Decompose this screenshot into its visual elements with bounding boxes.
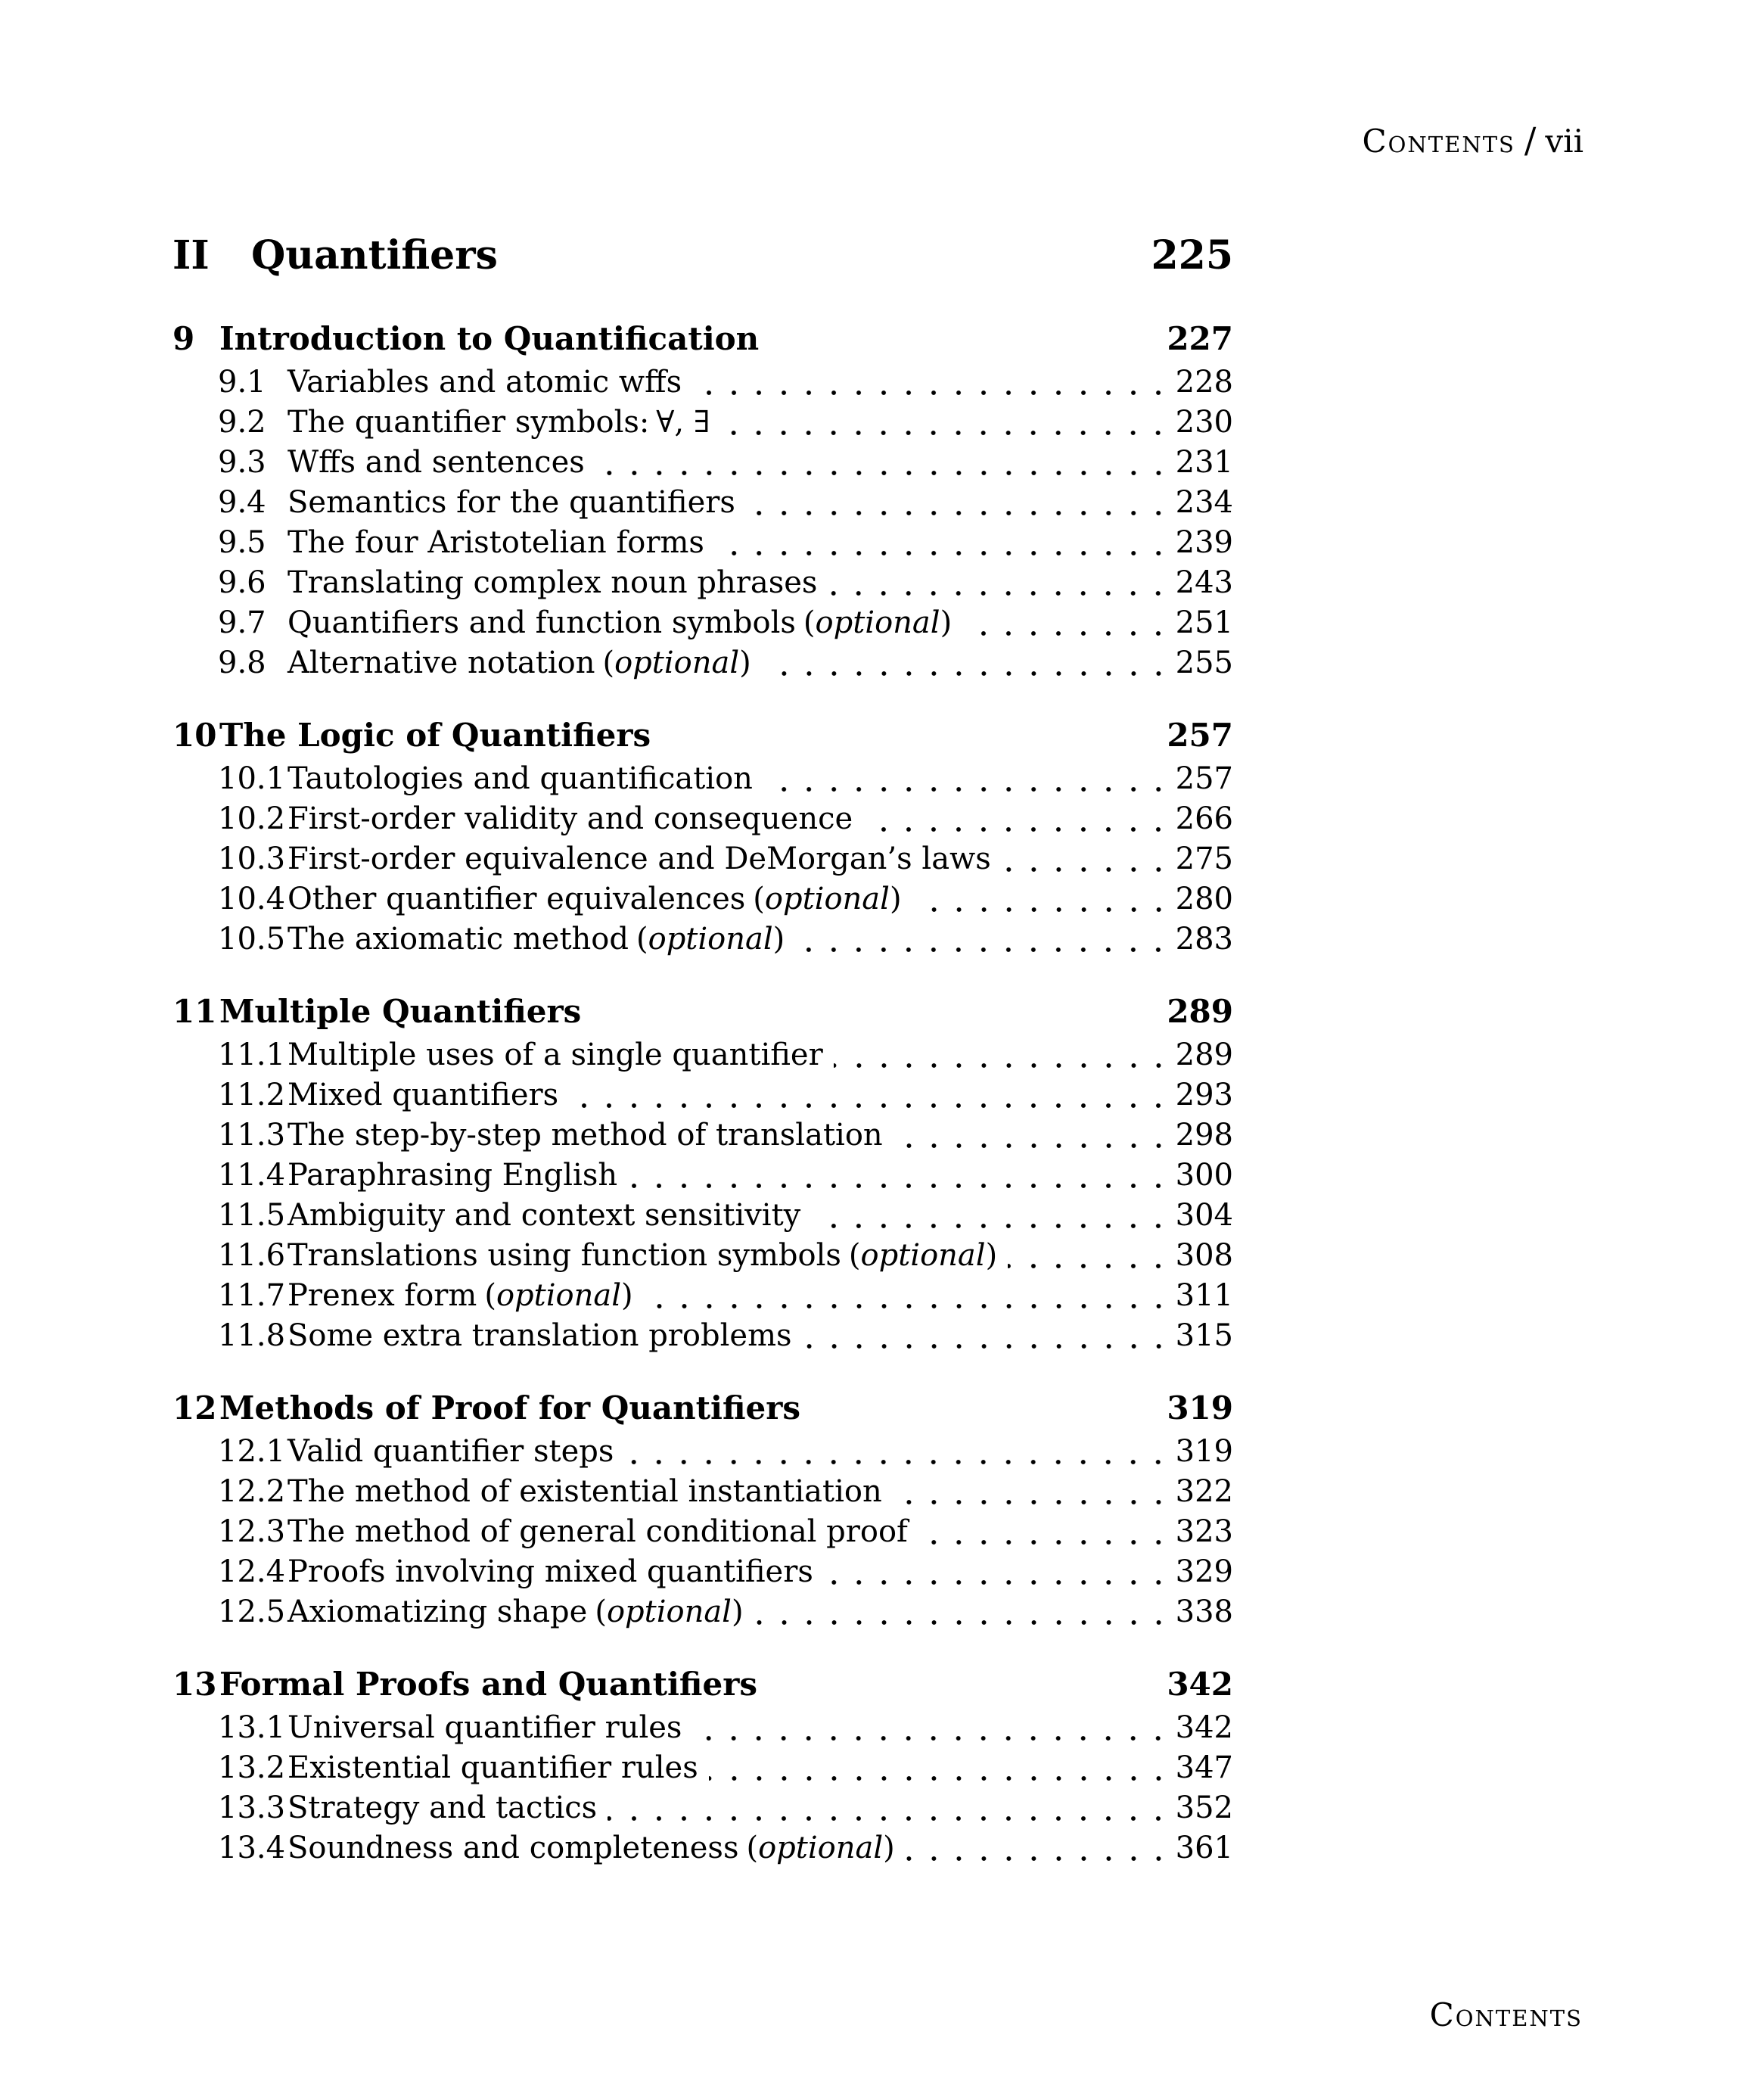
toc-section-row [172,1236,1233,1276]
optional-word: optional [606,1594,732,1629]
dot-leader [824,1579,1171,1586]
optional-tag [602,646,751,680]
section-page-number: 293 [1175,1078,1233,1112]
section-title [287,1156,617,1196]
dot-leader [608,1815,1170,1822]
section-number: 10.4 [218,882,286,916]
open-paren: ( [848,1238,861,1273]
section-title [287,603,952,643]
section-number: 10.3 [218,842,286,876]
section-number: 13.1 [218,1710,286,1745]
chapter-heading-row [172,990,1233,1033]
chapter-title: The Logic of Quantifiers [219,717,651,754]
toc-section-row [172,1316,1233,1356]
dot-leader [628,1182,1171,1190]
section-number: 9.1 [218,365,266,400]
dot-leader [569,1102,1170,1109]
part-number: II [172,232,210,278]
section-title [287,563,817,603]
section-number: 9.3 [218,445,266,480]
section-title-text: Universal quantifier rules [287,1710,682,1745]
toc-section-row [172,919,1233,960]
section-title [287,1472,882,1512]
section-title [287,1512,908,1552]
section-title-text: Other quantifier equivalences [287,882,746,916]
section-title-text: Multiple uses of a single quantifier [287,1038,823,1072]
dot-leader [692,389,1171,397]
close-paren: ) [940,605,953,640]
section-page-number: 329 [1175,1554,1233,1589]
close-paren: ) [985,1238,998,1273]
header-separator-slash: / [1524,120,1537,160]
section-page-number: 251 [1175,605,1233,640]
section-title-text: Prenex form [287,1278,477,1313]
section-number: 12.5 [218,1594,286,1629]
optional-tag [753,882,901,916]
dot-leader [918,1538,1171,1546]
toc-section-row [172,1432,1233,1472]
section-title [287,1276,633,1316]
footer-contents-label: Contents [1429,1996,1583,2033]
section-number: 9.2 [218,405,266,440]
optional-tag [803,605,952,640]
section-title-text: First-order equivalence and DeMorgan’s laws [287,842,991,876]
chapter-block [172,990,1233,1356]
toc-section-row [172,563,1233,603]
section-page-number: 347 [1175,1750,1233,1785]
section-number: 9.7 [218,605,266,640]
toc-section-row [172,1156,1233,1196]
section-title [287,879,902,919]
section-page-number: 352 [1175,1790,1233,1825]
dot-leader [828,590,1170,597]
chapter-title: Introduction to Quantification [219,320,760,357]
open-paren: ( [746,1831,759,1865]
toc-section-row [172,1115,1233,1156]
section-page-number: 300 [1175,1158,1233,1193]
section-number: 12.4 [218,1554,286,1589]
section-number: 12.2 [218,1474,286,1509]
section-number: 11.2 [218,1078,286,1112]
dot-leader [746,509,1171,517]
dot-leader [893,1498,1171,1506]
optional-tag [636,922,785,957]
toc-section-row [172,1035,1233,1075]
chapter-page-number: 342 [1167,1666,1233,1703]
section-page-number: 361 [1175,1831,1233,1865]
section-page-number: 234 [1175,485,1233,520]
toc-section-row [172,483,1233,523]
section-page-number: 319 [1175,1434,1233,1469]
section-number: 12.1 [218,1434,286,1469]
section-number: 11.1 [218,1038,286,1072]
section-page-number: 338 [1175,1594,1233,1629]
section-number: 13.3 [218,1790,286,1825]
section-title-text: Valid quantifier steps [287,1434,614,1469]
dot-leader [720,429,1170,437]
toc-section-row [172,523,1233,563]
dot-leader [1002,866,1171,873]
section-page-number: 275 [1175,842,1233,876]
chapter-block [172,1386,1233,1632]
section-title [287,1708,682,1748]
section-title-text: The quantifier symbols: [287,405,650,440]
chapter-title: Multiple Quantifiers [219,993,582,1030]
chapter-block [172,1663,1233,1868]
section-page-number: 230 [1175,405,1233,440]
section-title-text: Soundness and completeness [287,1831,739,1865]
toc-section-row [172,1552,1233,1592]
section-page-number: 231 [1175,445,1233,480]
optional-word: optional [496,1278,622,1313]
toc-section-row [172,799,1233,839]
section-number: 11.6 [218,1238,286,1273]
section-list [172,1432,1233,1632]
section-title-text: The axiomatic method [287,922,629,957]
open-paren: ( [753,882,765,916]
toc-section-row [172,759,1233,799]
section-number: 13.2 [218,1750,286,1785]
chapter-heading-row [172,1386,1233,1430]
part-title: Quantifiers [251,232,498,278]
chapter-page-number: 319 [1167,1389,1233,1426]
section-title [287,1592,744,1632]
section-title-text: Axiomatizing shape [287,1594,588,1629]
quantifier-symbols: ∀, ∃ [656,405,710,440]
toc-section-row [172,1276,1233,1316]
section-page-number: 243 [1175,565,1233,600]
section-title-text: Tautologies and quantification [287,761,753,796]
toc-section-row [172,1472,1233,1512]
running-header [1363,120,1583,160]
section-title-text: The step-by-step method of translation [287,1118,883,1153]
toc-section-row [172,643,1233,683]
section-title-text: Alternative notation [287,646,595,680]
section-page-number: 283 [1175,922,1233,957]
section-title [287,1236,997,1276]
dot-leader [754,1619,1171,1626]
section-page-number: 239 [1175,525,1233,560]
chapter-block [172,317,1233,683]
section-page-number: 298 [1175,1118,1233,1153]
section-title [287,362,682,403]
toc-section-row [172,839,1233,879]
running-footer [1430,1996,1583,2033]
section-number: 10.2 [218,801,286,836]
section-number: 9.6 [218,565,266,600]
open-paren: ( [602,646,615,680]
section-page-number: 322 [1175,1474,1233,1509]
dot-leader [644,1302,1171,1310]
chapter-number: 11 [172,993,217,1030]
section-title [287,643,751,683]
optional-word: optional [648,922,773,957]
toc-section-row [172,1592,1233,1632]
chapter-block [172,714,1233,960]
section-page-number: 315 [1175,1318,1233,1353]
section-title-text: Paraphrasing English [287,1158,618,1193]
section-title [287,443,585,483]
optional-word: optional [758,1831,884,1865]
open-paren: ( [595,1594,607,1629]
toc-section-row [172,362,1233,403]
section-page-number: 280 [1175,882,1233,916]
part-page-number: 225 [1151,232,1233,278]
open-paren: ( [484,1278,496,1313]
dot-leader [863,826,1170,833]
table-of-contents [172,229,1233,1868]
section-title [287,839,991,879]
chapter-page-number: 257 [1167,717,1233,754]
chapter-number: 12 [172,1389,217,1426]
optional-word: optional [614,646,740,680]
dot-leader [715,549,1171,557]
optional-word: optional [860,1238,986,1273]
section-title-text: Translations using function symbols [287,1238,841,1273]
section-number: 9.5 [218,525,266,560]
toc-section-row [172,1788,1233,1828]
section-page-number: 311 [1175,1278,1233,1313]
dot-leader [803,1342,1171,1350]
section-title [287,403,710,443]
section-title-text: The method of general conditional proof [287,1514,908,1549]
chapter-number: 9 [172,320,195,357]
chapter-page-number: 227 [1167,320,1233,357]
section-title-text: The method of existential instantiation [287,1474,882,1509]
dot-leader [624,1458,1170,1466]
section-list [172,362,1233,683]
section-title [287,1035,823,1075]
section-page-number: 342 [1175,1710,1233,1745]
section-number: 11.8 [218,1318,286,1353]
toc-section-row [172,879,1233,919]
header-page-number: vii [1545,123,1583,160]
close-paren: ) [621,1278,633,1313]
close-paren: ) [731,1594,744,1629]
toc-section-row [172,1708,1233,1748]
section-title-text: Some extra translation problems [287,1318,792,1353]
dot-leader [595,469,1171,477]
section-page-number: 308 [1175,1238,1233,1273]
chapter-heading-row [172,1663,1233,1706]
chapter-number: 13 [172,1666,217,1703]
toc-section-row [172,443,1233,483]
section-title-text: Mixed quantifiers [287,1078,559,1112]
dot-leader [762,670,1171,677]
section-list [172,1708,1233,1868]
section-page-number: 266 [1175,801,1233,836]
toc-section-row [172,603,1233,643]
dot-leader [763,786,1171,793]
section-title [287,1748,698,1788]
close-paren: ) [883,1831,895,1865]
section-number: 9.4 [218,485,266,520]
section-title-text: Ambiguity and context sensitivity [287,1198,801,1233]
section-title [287,799,853,839]
close-paren: ) [889,882,902,916]
section-list [172,759,1233,960]
section-title [287,759,753,799]
section-title-text: Proofs involving mixed quantifiers [287,1554,813,1589]
section-title-text: Existential quantifier rules [287,1750,698,1785]
chapter-heading-row [172,714,1233,757]
dot-leader [906,1855,1171,1862]
section-title [287,1115,883,1156]
toc-section-row [172,1828,1233,1868]
toc-section-row [172,1512,1233,1552]
section-number: 10.1 [218,761,286,796]
section-number: 12.3 [218,1514,286,1549]
dot-leader [962,630,1170,637]
optional-tag [595,1594,743,1629]
dot-leader [1008,1262,1170,1270]
toc-section-row [172,1075,1233,1115]
section-number: 10.5 [218,922,286,957]
toc-section-row [172,1196,1233,1236]
section-number: 11.4 [218,1158,286,1193]
section-title [287,1196,800,1236]
section-title-text: Wffs and sentences [287,445,585,480]
chapter-heading-row [172,317,1233,360]
dot-leader [893,1142,1171,1150]
open-paren: ( [636,922,648,957]
chapter-page-number: 289 [1167,993,1233,1030]
toc-section-row [172,403,1233,443]
section-page-number: 289 [1175,1038,1233,1072]
section-title-text: Variables and atomic wffs [287,365,682,400]
section-title-text: Translating complex noun phrases [287,565,818,600]
section-title [287,1788,597,1828]
toc-section-row [172,1748,1233,1788]
section-title-text: First-order validity and consequence [287,801,853,836]
part-heading-row [172,229,1233,282]
section-number: 11.3 [218,1118,286,1153]
dot-leader [912,906,1171,913]
section-title-text: The four Aristotelian forms [287,525,704,560]
section-title [287,1075,558,1115]
chapter-number: 10 [172,717,217,754]
section-page-number: 255 [1175,646,1233,680]
optional-word: optional [815,605,940,640]
section-title [287,483,735,523]
section-number: 13.4 [218,1831,286,1865]
section-page-number: 257 [1175,761,1233,796]
section-title [287,919,785,960]
dot-leader [834,1062,1171,1069]
section-page-number: 304 [1175,1198,1233,1233]
optional-tag [746,1831,894,1865]
optional-word: optional [764,882,890,916]
optional-tag [849,1238,997,1273]
chapter-title: Methods of Proof for Quantifiers [219,1389,801,1426]
section-title [287,1432,614,1472]
section-number: 11.7 [218,1278,286,1313]
open-paren: ( [803,605,816,640]
section-title [287,1316,792,1356]
chapter-title: Formal Proofs and Quantifiers [219,1666,757,1703]
dot-leader [709,1775,1171,1782]
header-contents-label: Contents [1362,123,1515,160]
optional-tag [484,1278,632,1313]
section-list [172,1035,1233,1356]
dot-leader [795,946,1170,954]
section-number: 11.5 [218,1198,286,1233]
section-title [287,1552,813,1592]
section-title-text: Strategy and tactics [287,1790,598,1825]
section-title-text: Semantics for the quantifiers [287,485,735,520]
dot-leader [692,1734,1170,1742]
section-title [287,523,704,563]
close-paren: ) [739,646,751,680]
chapter-list [172,317,1233,1868]
close-paren: ) [772,922,785,957]
section-title-text: Quantifiers and function symbols [287,605,796,640]
dot-leader [811,1222,1170,1230]
section-page-number: 228 [1175,365,1233,400]
section-page-number: 323 [1175,1514,1233,1549]
section-title [287,1828,895,1868]
section-number: 9.8 [218,646,266,680]
